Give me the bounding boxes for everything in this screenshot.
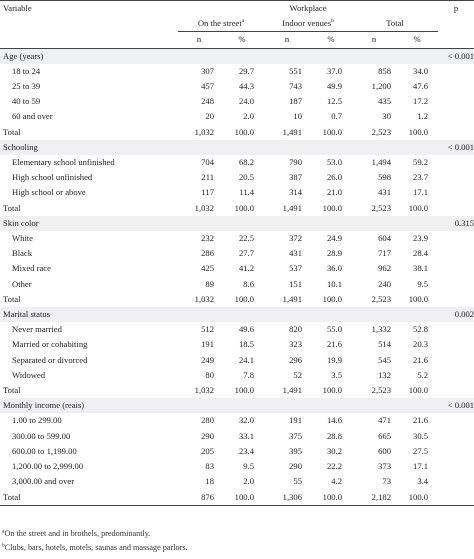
pct-cell: 10.1 bbox=[326, 278, 342, 289]
n-cell: 1,032 bbox=[194, 202, 214, 213]
n-cell: 717 bbox=[378, 248, 391, 259]
n-header: n bbox=[178, 32, 220, 48]
n-cell: 604 bbox=[378, 233, 391, 244]
n-cell: 1,491 bbox=[282, 202, 302, 213]
n-cell: 80 bbox=[205, 369, 214, 380]
n-cell: 249 bbox=[201, 354, 214, 365]
pct-cell: 1.2 bbox=[417, 111, 429, 122]
row-label: Separated or divorced bbox=[12, 354, 88, 365]
n-cell: 375 bbox=[289, 430, 302, 441]
pct-cell: 100.0 bbox=[408, 293, 429, 304]
pct-cell: 21.0 bbox=[326, 187, 342, 198]
pct-cell: 100.0 bbox=[408, 385, 429, 396]
section-row bbox=[0, 48, 474, 64]
n-cell: 2,523 bbox=[371, 126, 391, 137]
table-body bbox=[0, 48, 474, 505]
pct-cell: 47.6 bbox=[413, 81, 429, 92]
table-row bbox=[0, 413, 474, 428]
n-cell: 2,523 bbox=[371, 202, 391, 213]
section-row bbox=[0, 307, 474, 322]
pct-cell: 5.2 bbox=[417, 369, 429, 380]
n-cell: 372 bbox=[289, 233, 302, 244]
row-label: 1,200.00 to 2,999.00 bbox=[12, 461, 84, 472]
n-cell: 537 bbox=[289, 263, 302, 274]
n-cell: 211 bbox=[201, 172, 214, 183]
table-row bbox=[0, 277, 474, 292]
n-cell: 1,491 bbox=[282, 385, 302, 396]
pct-cell: 49.6 bbox=[238, 324, 254, 335]
table-row bbox=[0, 201, 474, 216]
section-title: Age (years) bbox=[0, 48, 178, 64]
pct-cell: 28.9 bbox=[326, 248, 342, 259]
n-cell: 205 bbox=[201, 445, 214, 456]
n-cell: 248 bbox=[201, 96, 214, 107]
pct-cell: 21.6 bbox=[413, 354, 429, 365]
n-cell: 435 bbox=[378, 96, 391, 107]
n-cell: 89 bbox=[205, 278, 214, 289]
pct-cell: 100.0 bbox=[234, 385, 254, 396]
n-cell: 191 bbox=[201, 339, 214, 350]
pct-cell: 29.7 bbox=[238, 65, 254, 76]
pct-cell: 37.0 bbox=[326, 65, 342, 76]
pct-cell: 21.6 bbox=[413, 415, 429, 426]
n-cell: 431 bbox=[289, 248, 302, 259]
table-row bbox=[0, 474, 474, 489]
row-label: Total bbox=[3, 385, 21, 396]
n-cell: 2,523 bbox=[371, 293, 391, 304]
pct-cell: 3.4 bbox=[417, 476, 429, 487]
table-row bbox=[0, 444, 474, 459]
section-row bbox=[0, 140, 474, 155]
header-row-units bbox=[0, 32, 474, 48]
pct-cell: 24.9 bbox=[326, 233, 342, 244]
pct-cell: 44.3 bbox=[238, 81, 254, 92]
row-label: 1.00 to 299.00 bbox=[12, 415, 62, 426]
n-cell: 1,494 bbox=[371, 157, 391, 168]
group-header-street: On the street$^a$ bbox=[178, 16, 264, 32]
n-cell: 290 bbox=[289, 461, 302, 472]
pct-cell: 17.1 bbox=[413, 187, 429, 198]
footnote-b: $^b$Clubs, bars, hotels, motels, saunas and massage parlors. bbox=[2, 542, 188, 552]
variable-header: Variable bbox=[0, 1, 178, 17]
table-row bbox=[0, 322, 474, 337]
n-cell: 820 bbox=[289, 324, 302, 335]
pct-cell: 100.0 bbox=[322, 293, 342, 304]
pct-header: % bbox=[220, 32, 264, 48]
row-label: Never married bbox=[12, 324, 62, 335]
table-row bbox=[0, 246, 474, 261]
n-cell: 1,032 bbox=[194, 293, 214, 304]
n-cell: 323 bbox=[289, 339, 302, 350]
n-cell: 232 bbox=[201, 233, 214, 244]
n-cell: 425 bbox=[201, 263, 214, 274]
n-cell: 551 bbox=[289, 65, 302, 76]
row-label: 18 to 24 bbox=[12, 65, 41, 76]
n-cell: 598 bbox=[378, 172, 391, 183]
n-cell: 2,523 bbox=[371, 385, 391, 396]
n-cell: 83 bbox=[205, 461, 214, 472]
n-cell: 280 bbox=[201, 415, 214, 426]
pct-cell: 18.5 bbox=[238, 339, 254, 350]
n-cell: 18 bbox=[205, 476, 214, 487]
pct-cell: 20.3 bbox=[413, 339, 429, 350]
section-row bbox=[0, 216, 474, 231]
row-label: Mixed race bbox=[12, 263, 51, 274]
p-value: < 0.001 bbox=[438, 398, 474, 413]
n-cell: 1,332 bbox=[371, 324, 391, 335]
table-row bbox=[0, 353, 474, 368]
pct-cell: 23.7 bbox=[413, 172, 429, 183]
n-cell: 1,032 bbox=[194, 126, 214, 137]
pct-header: % bbox=[310, 32, 352, 48]
pct-cell: 2.0 bbox=[243, 476, 254, 487]
n-cell: 431 bbox=[378, 187, 391, 198]
table-row bbox=[0, 109, 474, 124]
row-label: Elementary school unfinished bbox=[12, 157, 115, 168]
n-cell: 858 bbox=[378, 65, 391, 76]
pct-cell: 14.6 bbox=[326, 415, 342, 426]
n-cell: 512 bbox=[201, 324, 214, 335]
n-cell: 1,032 bbox=[194, 385, 214, 396]
pct-cell: 68.2 bbox=[238, 157, 254, 168]
pct-cell: 53.0 bbox=[326, 157, 342, 168]
pct-cell: 24.1 bbox=[238, 354, 254, 365]
row-label: Widowed bbox=[12, 369, 46, 380]
pct-cell: 100.0 bbox=[408, 126, 429, 137]
pct-cell: 100.0 bbox=[220, 490, 264, 506]
pct-cell: 23.9 bbox=[413, 233, 429, 244]
n-cell: 471 bbox=[378, 415, 391, 426]
table-row bbox=[0, 94, 474, 109]
n-cell: 314 bbox=[289, 187, 302, 198]
row-label: High school or above bbox=[12, 187, 86, 198]
table-row bbox=[0, 125, 474, 140]
pct-header: % bbox=[396, 32, 438, 48]
pct-cell: 30.2 bbox=[326, 445, 342, 456]
pct-cell: 28.8 bbox=[326, 430, 342, 441]
pct-cell: 55.0 bbox=[326, 324, 342, 335]
pct-cell: 33.1 bbox=[238, 430, 254, 441]
footnotes bbox=[2, 527, 188, 555]
table-row bbox=[0, 79, 474, 94]
group-header-total: Total bbox=[352, 16, 438, 32]
pct-cell: 2.0 bbox=[243, 111, 254, 122]
pct-cell: 100.0 bbox=[322, 126, 342, 137]
row-label: Black bbox=[12, 248, 33, 259]
p-value: < 0.001 bbox=[438, 48, 474, 64]
n-cell: 2,182 bbox=[352, 490, 396, 506]
n-cell: 151 bbox=[289, 278, 302, 289]
pct-cell: 26.0 bbox=[326, 172, 342, 183]
pct-cell: 100.0 bbox=[396, 490, 438, 506]
pct-cell: 7.8 bbox=[243, 369, 254, 380]
n-cell: 1,306 bbox=[264, 490, 310, 506]
pct-cell: 100.0 bbox=[322, 202, 342, 213]
section-title: Monthly income (reais) bbox=[0, 398, 178, 413]
pct-cell: 9.5 bbox=[417, 278, 429, 289]
row-label: 25 to 39 bbox=[12, 81, 41, 92]
n-cell: 117 bbox=[201, 187, 214, 198]
pct-cell: 32.0 bbox=[238, 415, 254, 426]
n-cell: 187 bbox=[289, 96, 302, 107]
row-label: 60 and over bbox=[12, 111, 53, 122]
p-value: < 0.001 bbox=[438, 140, 474, 155]
n-cell: 73 bbox=[382, 476, 391, 487]
pct-cell: 17.2 bbox=[413, 96, 429, 107]
row-label: Total bbox=[0, 490, 178, 506]
table-row bbox=[0, 155, 474, 170]
pct-cell: 22.2 bbox=[326, 461, 342, 472]
table-row bbox=[0, 170, 474, 185]
pct-cell: 27.5 bbox=[413, 445, 429, 456]
header-row-workplace bbox=[0, 1, 474, 17]
n-cell: 132 bbox=[378, 369, 391, 380]
row-label: 300.00 to 599.00 bbox=[12, 430, 71, 441]
n-cell: 20 bbox=[205, 111, 214, 122]
pct-cell: 28.4 bbox=[413, 248, 429, 259]
pct-cell: 100.0 bbox=[322, 385, 342, 396]
p-value: 0.315 bbox=[438, 216, 474, 231]
pct-cell: 0.7 bbox=[331, 111, 342, 122]
pct-cell: 11.4 bbox=[239, 187, 254, 198]
n-cell: 1,491 bbox=[282, 293, 302, 304]
p-value: 0.002 bbox=[438, 307, 474, 322]
n-cell: 387 bbox=[289, 172, 302, 183]
pct-cell: 49.9 bbox=[326, 81, 342, 92]
section-row bbox=[0, 398, 474, 413]
table-row bbox=[0, 337, 474, 352]
pct-cell: 100.0 bbox=[310, 490, 352, 506]
pct-cell: 59.2 bbox=[413, 157, 429, 168]
table-row bbox=[0, 231, 474, 246]
pct-cell: 27.7 bbox=[238, 248, 254, 259]
row-label: 3,000.00 and over bbox=[12, 476, 75, 487]
n-header: n bbox=[264, 32, 310, 48]
pct-cell: 38.1 bbox=[413, 263, 429, 274]
pct-cell: 20.5 bbox=[238, 172, 254, 183]
table-row bbox=[0, 429, 474, 444]
n-cell: 514 bbox=[378, 339, 391, 350]
pct-cell: 19.9 bbox=[326, 354, 342, 365]
n-cell: 395 bbox=[289, 445, 302, 456]
n-cell: 545 bbox=[378, 354, 391, 365]
pct-cell: 9.5 bbox=[243, 461, 254, 472]
n-cell: 373 bbox=[378, 461, 391, 472]
row-label: High school unfinished bbox=[12, 172, 93, 183]
table-row bbox=[0, 459, 474, 474]
n-cell: 743 bbox=[289, 81, 302, 92]
n-cell: 704 bbox=[201, 157, 214, 168]
pct-cell: 3.5 bbox=[331, 369, 342, 380]
pct-cell: 4.2 bbox=[331, 476, 342, 487]
n-cell: 286 bbox=[201, 248, 214, 259]
pct-cell: 100.0 bbox=[234, 293, 254, 304]
pct-cell: 100.0 bbox=[234, 202, 254, 213]
pct-cell: 41.2 bbox=[238, 263, 254, 274]
n-cell: 790 bbox=[289, 157, 302, 168]
pct-cell: 100.0 bbox=[234, 126, 254, 137]
n-cell: 876 bbox=[178, 490, 220, 506]
row-label: 600.00 to 1,199.00 bbox=[12, 445, 77, 456]
footnote-a: $^a$On the street and in brothels, predominantly. bbox=[2, 528, 151, 538]
n-cell: 307 bbox=[201, 65, 214, 76]
row-label: Total bbox=[3, 293, 21, 304]
workplace-header: Workplace bbox=[178, 1, 438, 17]
pct-cell: 8.6 bbox=[243, 278, 254, 289]
pct-cell: 24.0 bbox=[238, 96, 254, 107]
section-title: Marital status bbox=[0, 307, 178, 322]
n-cell: 52 bbox=[293, 369, 302, 380]
row-label: Total bbox=[3, 126, 21, 137]
n-cell: 10 bbox=[293, 111, 302, 122]
p-header: p bbox=[438, 1, 474, 17]
table-row bbox=[0, 292, 474, 307]
pct-cell: 36.0 bbox=[326, 263, 342, 274]
group-header-indoor: Indoor venues$^b$ bbox=[264, 16, 352, 32]
n-cell: 55 bbox=[293, 476, 302, 487]
row-label: 40 to 59 bbox=[12, 96, 41, 107]
section-title: Skin color bbox=[0, 216, 178, 231]
n-cell: 457 bbox=[201, 81, 214, 92]
pct-cell: 23.4 bbox=[238, 445, 254, 456]
pct-cell: 21.6 bbox=[326, 339, 342, 350]
n-cell: 191 bbox=[289, 415, 302, 426]
table-row bbox=[0, 383, 474, 398]
pct-cell: 100.0 bbox=[408, 202, 429, 213]
row-label: White bbox=[12, 233, 33, 244]
pct-cell: 52.8 bbox=[413, 324, 429, 335]
pct-cell: 17.1 bbox=[413, 461, 429, 472]
pct-cell: 22.5 bbox=[238, 233, 254, 244]
pct-cell: 34.0 bbox=[413, 65, 429, 76]
n-cell: 30 bbox=[382, 111, 391, 122]
table-row bbox=[0, 64, 474, 79]
row-label: Other bbox=[12, 278, 32, 289]
section-title: Schooling bbox=[0, 140, 178, 155]
row-label: Total bbox=[3, 202, 21, 213]
n-header: n bbox=[352, 32, 396, 48]
n-cell: 600 bbox=[378, 445, 391, 456]
pct-cell: 30.5 bbox=[413, 430, 429, 441]
n-cell: 1,491 bbox=[282, 126, 302, 137]
row-label: Married or cohabiting bbox=[12, 339, 88, 350]
table-row bbox=[0, 490, 474, 506]
n-cell: 665 bbox=[378, 430, 391, 441]
pct-cell: 12.5 bbox=[326, 96, 342, 107]
n-cell: 290 bbox=[201, 430, 214, 441]
n-cell: 962 bbox=[378, 263, 391, 274]
table-row bbox=[0, 261, 474, 276]
n-cell: 240 bbox=[378, 278, 391, 289]
n-cell: 1,200 bbox=[371, 81, 391, 92]
n-cell: 296 bbox=[289, 354, 302, 365]
table-row bbox=[0, 185, 474, 200]
header-row-groups bbox=[0, 16, 474, 32]
table-row bbox=[0, 368, 474, 383]
